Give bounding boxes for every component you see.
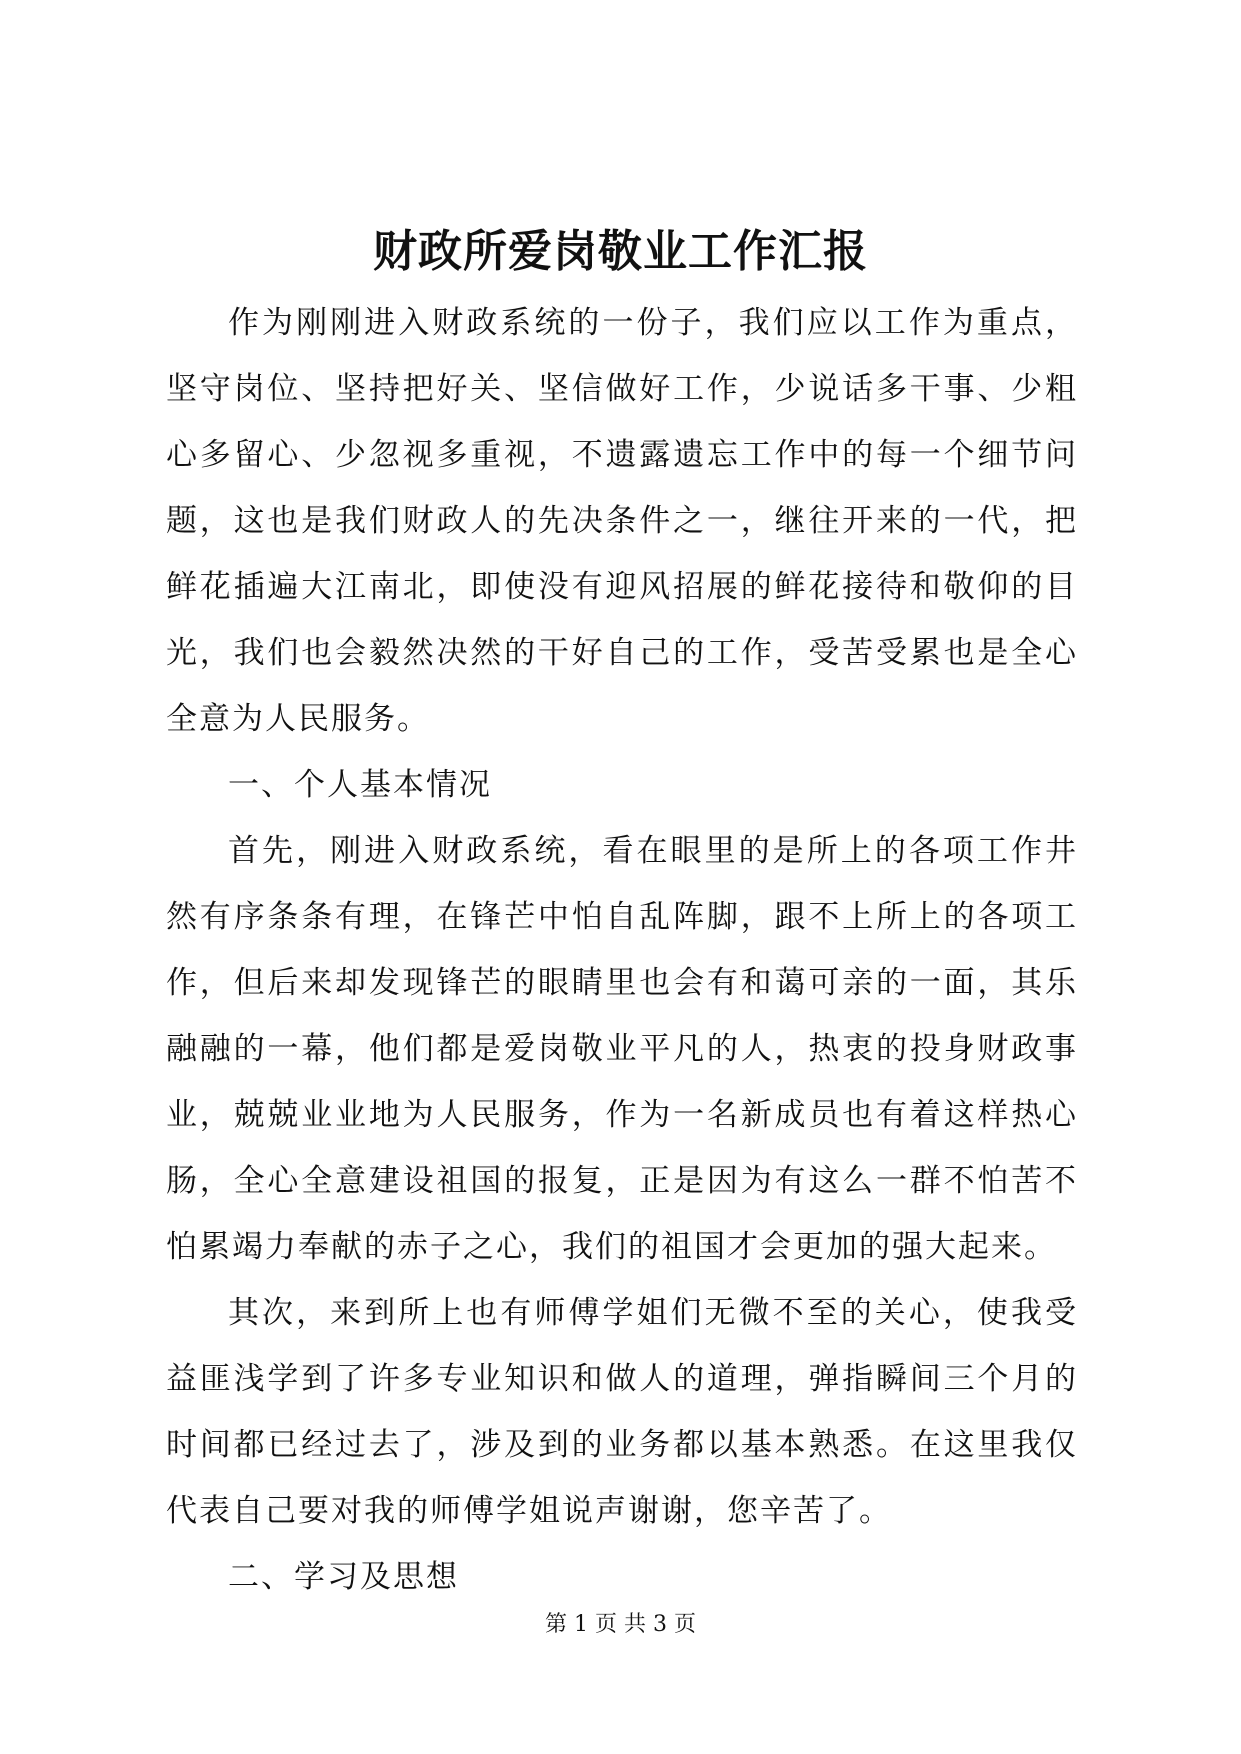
section-heading-1: 一、个人基本情况: [228, 767, 492, 803]
body-paragraph: 其次，来到所上也有师傅学姐们无微不至的关心，使我受益匪浅学到了许多专业知识和做人的道理，弹指瞬间三个月的时间都已经过去了，涉及到的业务都以基本熟悉。在这里我仅代表自己要对我的师傅学姐说声谢谢，您辛苦了。: [166, 1295, 1078, 1529]
document-body: [166, 290, 1078, 1610]
section-heading-2: 二、学习及思想: [228, 1559, 459, 1595]
intro-paragraph: 作为刚刚进入财政系统的一份子，我们应以工作为重点，坚守岗位、坚持把好关、坚信做好工作，少说话多干事、少粗心多留心、少忽视多重视，不遗露遗忘工作中的每一个细节问题，这也是我们财政人的先决条件之一，继往开来的一代，把鲜花插遍大江南北，即使没有迎风招展的鲜花接待和敬仰的目光，我们也会毅然决然的干好自己的工作，受苦受累也是全心全意为人民服务。: [166, 305, 1078, 737]
document-title: 财政所爱岗敬业工作汇报: [373, 226, 868, 277]
body-paragraph: 首先，刚进入财政系统，看在眼里的是所上的各项工作井然有序条条有理，在锋芒中怕自乱阵脚，跟不上所上的各项工作，但后来却发现锋芒的眼睛里也会有和蔼可亲的一面，其乐融融的一幕，他们都是爱岗敬业平凡的人，热衷的投身财政事业，兢兢业业地为人民服务，作为一名新成员也有着这样热心肠，全心全意建设祖国的报复，正是因为有这么一群不怕苦不怕累竭力奉献的赤子之心，我们的祖国才会更加的强大起来。: [166, 833, 1078, 1265]
page-number-footer: 第 1 页 共 3 页: [545, 1612, 696, 1637]
